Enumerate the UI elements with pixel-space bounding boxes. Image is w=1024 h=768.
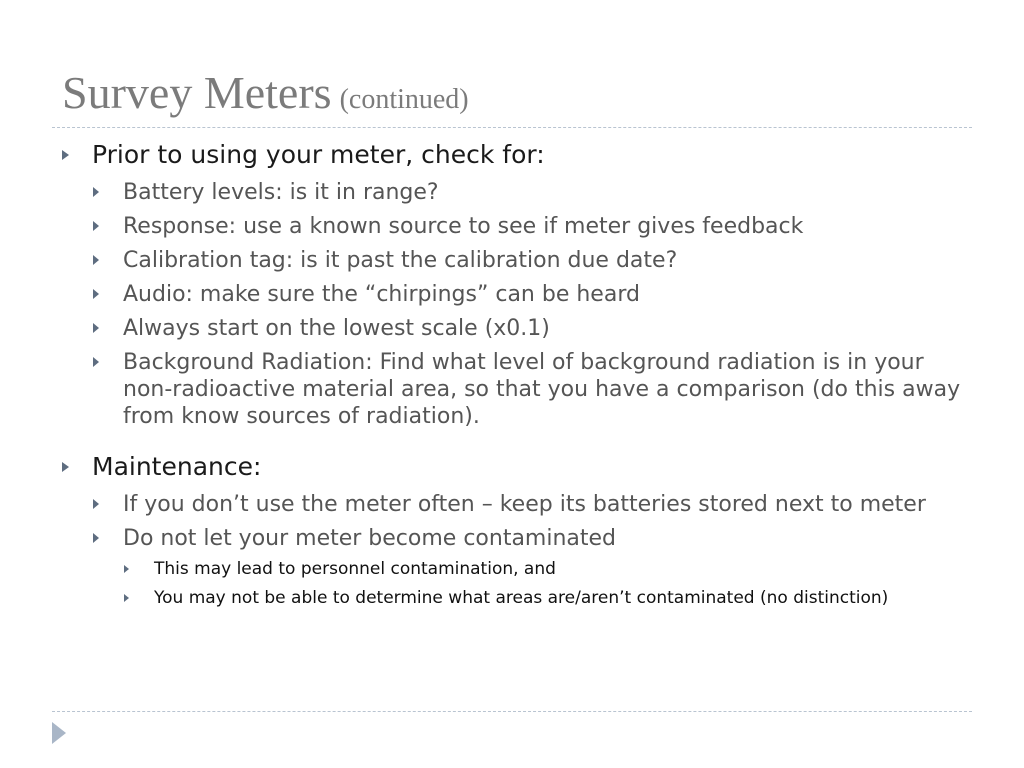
bullet-text: This may lead to personnel contamination, and xyxy=(154,559,556,579)
bullet-arrow-icon xyxy=(62,150,69,160)
bullet-text: Always start on the lowest scale (x0.1) xyxy=(123,316,550,341)
bullet-text: Do not let your meter become contaminated xyxy=(123,526,617,551)
bullet-text: You may not be able to determine what areas are/aren’t contaminated (no distinction) xyxy=(154,588,889,608)
bullet-text: Background Radiation: Find what level of background radiation is in your non-radioactive material area, so that you have a comparison (do this away from know sources of radiation). xyxy=(123,350,961,429)
sub-bullet-background-radiation xyxy=(93,349,962,430)
bullet-arrow-icon xyxy=(124,565,129,573)
bullet-text: Audio: make sure the “chirpings” can be heard xyxy=(123,282,640,307)
sub-sub-bullet-determine-areas xyxy=(124,587,962,610)
sub-bullet-calibration xyxy=(93,247,962,274)
sub-bullet-response xyxy=(93,213,962,240)
footer-divider xyxy=(52,711,972,712)
slide-content xyxy=(62,138,962,610)
bullet-arrow-icon xyxy=(93,255,99,265)
corner-triangle-icon xyxy=(52,722,66,744)
sub-bullet-audio xyxy=(93,281,962,308)
title-main: Survey Meters xyxy=(62,67,332,118)
sub-bullet-lowest-scale xyxy=(93,315,962,342)
sub-bullet-battery xyxy=(93,179,962,206)
bullet-arrow-icon xyxy=(93,499,99,509)
slide-title xyxy=(62,67,469,118)
bullet-arrow-icon xyxy=(93,357,99,367)
bullet-text: Maintenance: xyxy=(92,452,262,481)
bullet-arrow-icon xyxy=(124,594,129,602)
bullet-arrow-icon xyxy=(93,289,99,299)
bullet-text: Prior to using your meter, check for: xyxy=(92,140,545,169)
bullet-arrow-icon xyxy=(62,462,69,472)
bullet-arrow-icon xyxy=(93,323,99,333)
bullet-prior-to-using xyxy=(62,138,962,172)
bullet-text: If you don’t use the meter often – keep its batteries stored next to meter xyxy=(123,492,926,517)
sub-bullet-not-contaminated xyxy=(93,525,962,552)
bullet-text: Battery levels: is it in range? xyxy=(123,180,439,205)
bullet-text: Calibration tag: is it past the calibration due date? xyxy=(123,248,678,273)
bullet-maintenance xyxy=(62,450,962,484)
bullet-text: Response: use a known source to see if meter gives feedback xyxy=(123,214,804,239)
sub-sub-bullet-personnel xyxy=(124,558,962,581)
bullet-arrow-icon xyxy=(93,533,99,543)
sub-bullet-batteries-stored xyxy=(93,491,962,518)
bullet-arrow-icon xyxy=(93,187,99,197)
bullet-arrow-icon xyxy=(93,221,99,231)
title-subtitle: (continued) xyxy=(339,84,469,115)
title-divider xyxy=(52,127,972,128)
